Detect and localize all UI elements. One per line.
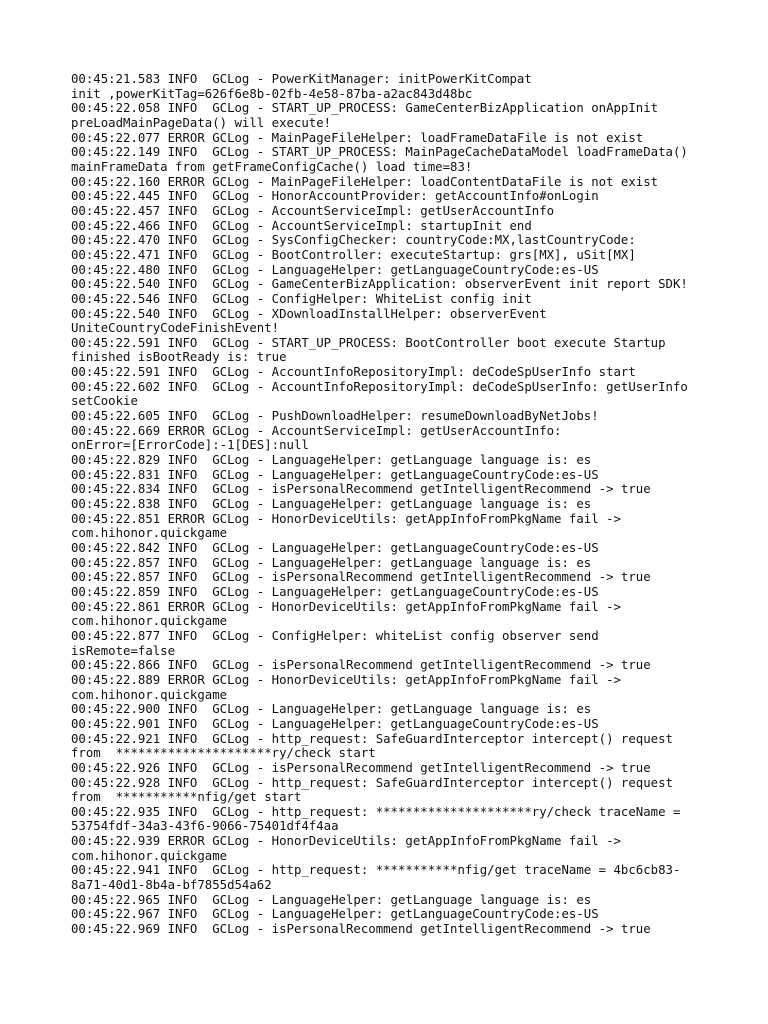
log-line: isRemote=false — [71, 643, 176, 658]
log-line: 00:45:22.900 INFO GCLog - LanguageHelper: getLanguage language is: es — [71, 702, 592, 717]
log-line: 53754fdf-34a3-43f6-9066-75401df4f4aa — [71, 819, 339, 834]
log-line: 00:45:22.969 INFO GCLog - isPersonalRecommend getIntelligentRecommend -> true — [71, 922, 651, 937]
log-line: 00:45:22.877 INFO GCLog - ConfigHelper: whiteList config observer send — [71, 628, 599, 643]
log-line: finished isBootReady is: true — [71, 350, 287, 365]
log-line: 8a71-40d1-8b4a-bf7855d54a62 — [71, 878, 272, 893]
log-line: 00:45:22.058 INFO GCLog - START_UP_PROCESS: GameCenterBizApplication onAppInit — [71, 101, 659, 116]
log-line: 00:45:22.471 INFO GCLog - BootController: executeStartup: grs[MX], uSit[MX] — [71, 247, 636, 262]
log-line: 00:45:22.540 INFO GCLog - XDownloadInstallHelper: observerEvent — [71, 306, 547, 321]
log-line: 00:45:22.149 INFO GCLog - START_UP_PROCESS: MainPageCacheDataModel loadFrameData() — [71, 145, 688, 160]
log-line: 00:45:22.842 INFO GCLog - LanguageHelper: getLanguageCountryCode:es-US — [71, 541, 599, 555]
log-line: 00:45:22.160 ERROR GCLog - MainPageFileHelper: loadContentDataFile is not exist — [71, 174, 659, 189]
log-line: 00:45:22.935 INFO GCLog - http_request: *********************ry/check traceName = — [71, 804, 681, 819]
log-line: 00:45:22.967 INFO GCLog - LanguageHelper: getLanguageCountryCode:es-US — [71, 907, 599, 922]
log-line: 00:45:22.831 INFO GCLog - LanguageHelper: getLanguageCountryCode:es-US — [71, 467, 599, 482]
log-line: init ,powerKitTag=626f6e8b-02fb-4e58-87ba-a2ac843d48bc — [71, 86, 473, 101]
log-line: 00:45:22.540 INFO GCLog - GameCenterBizApplication: observerEvent init report SDK! — [71, 277, 688, 292]
log-line: setCookie — [71, 394, 138, 409]
log-line: 00:45:22.445 INFO GCLog - HonorAccountProvider: getAccountInfo#onLogin — [71, 189, 599, 204]
log-line: onError=[ErrorCode]:-1[DES]:null — [71, 438, 309, 453]
log-line: 00:45:22.851 ERROR GCLog - HonorDeviceUtils: getAppInfoFromPkgName fail -> — [71, 511, 621, 526]
log-line: 00:45:22.605 INFO GCLog - PushDownloadHelper: resumeDownloadByNetJobs! — [71, 409, 599, 424]
log-line: 00:45:22.669 ERROR GCLog - AccountServiceImpl: getUserAccountInfo: — [71, 423, 562, 438]
log-line: 00:45:22.861 ERROR GCLog - HonorDeviceUtils: getAppInfoFromPkgName fail -> — [71, 599, 621, 614]
log-line: 00:45:22.926 INFO GCLog - isPersonalRecommend getIntelligentRecommend -> true — [71, 760, 651, 775]
log-line: 00:45:22.466 INFO GCLog - AccountServiceImpl: startupInit end — [71, 218, 532, 233]
log-line: from ***********nfig/get start — [71, 790, 302, 805]
log-line: 00:45:22.480 INFO GCLog - LanguageHelper: getLanguageCountryCode:es-US — [71, 262, 599, 277]
log-line: 00:45:22.889 ERROR GCLog - HonorDeviceUtils: getAppInfoFromPkgName fail -> — [71, 672, 621, 687]
log-line: preLoadMainPageData() will execute! — [71, 115, 332, 130]
log-line: 00:45:22.834 INFO GCLog - isPersonalRecommend getIntelligentRecommend -> true — [71, 482, 651, 497]
log-line: 00:45:22.591 INFO GCLog - START_UP_PROCESS: BootController boot execute Startup — [71, 335, 666, 350]
log-line: UniteCountryCodeFinishEvent! — [71, 321, 280, 336]
log-line: com.hihonor.quickgame — [71, 614, 228, 629]
log-line: 00:45:22.077 ERROR GCLog - MainPageFileHelper: loadFrameDataFile is not exist — [71, 130, 644, 145]
log-line: com.hihonor.quickgame — [71, 687, 228, 702]
log-line: from *********************ry/check start — [71, 746, 376, 761]
log-line: 00:45:22.859 INFO GCLog - LanguageHelper: getLanguageCountryCode:es-US — [71, 584, 599, 599]
log-line: 00:45:22.591 INFO GCLog - AccountInfoRepositoryImpl: deCodeSpUserInfo start — [71, 365, 636, 380]
log-line: 00:45:22.602 INFO GCLog - AccountInfoRepositoryImpl: deCodeSpUserInfo: getUserInfo — [71, 379, 688, 394]
log-line: 00:45:22.941 INFO GCLog - http_request: ***********nfig/get traceName = 4bc6cb83- — [71, 863, 681, 878]
log-line: 00:45:22.838 INFO GCLog - LanguageHelper: getLanguage language is: es — [71, 497, 592, 512]
log-line: 00:45:22.921 INFO GCLog - http_request: SafeGuardInterceptor intercept() request — [71, 731, 673, 746]
log-line: 00:45:22.939 ERROR GCLog - HonorDeviceUtils: getAppInfoFromPkgName fail -> — [71, 834, 621, 849]
log-line: 00:45:22.857 INFO GCLog - isPersonalRecommend getIntelligentRecommend -> true — [71, 570, 651, 585]
log-line: 00:45:22.866 INFO GCLog - isPersonalRecommend getIntelligentRecommend -> true — [71, 658, 651, 673]
log-line: 00:45:22.457 INFO GCLog - AccountServiceImpl: getUserAccountInfo — [71, 203, 555, 218]
log-line: 00:45:22.928 INFO GCLog - http_request: SafeGuardInterceptor intercept() request — [71, 775, 673, 790]
log-document — [71, 72, 711, 937]
log-line: com.hihonor.quickgame — [71, 526, 228, 541]
log-line: com.hihonor.quickgame — [71, 848, 228, 863]
log-line: 00:45:22.829 INFO GCLog - LanguageHelper: getLanguage language is: es — [71, 453, 592, 468]
log-line: mainFrameData from getFrameConfigCache() load time=83! — [71, 159, 473, 174]
log-line: 00:45:22.857 INFO GCLog - LanguageHelper: getLanguage language is: es — [71, 555, 592, 570]
log-line: 00:45:22.901 INFO GCLog - LanguageHelper: getLanguageCountryCode:es-US — [71, 716, 599, 731]
log-line: 00:45:21.583 INFO GCLog - PowerKitManager: initPowerKitCompat — [71, 72, 532, 86]
log-line: 00:45:22.470 INFO GCLog - SysConfigChecker: countryCode:MX,lastCountryCode: — [71, 233, 636, 248]
log-line: 00:45:22.546 INFO GCLog - ConfigHelper: WhiteList config init — [71, 291, 532, 306]
log-line: 00:45:22.965 INFO GCLog - LanguageHelper: getLanguage language is: es — [71, 892, 592, 907]
